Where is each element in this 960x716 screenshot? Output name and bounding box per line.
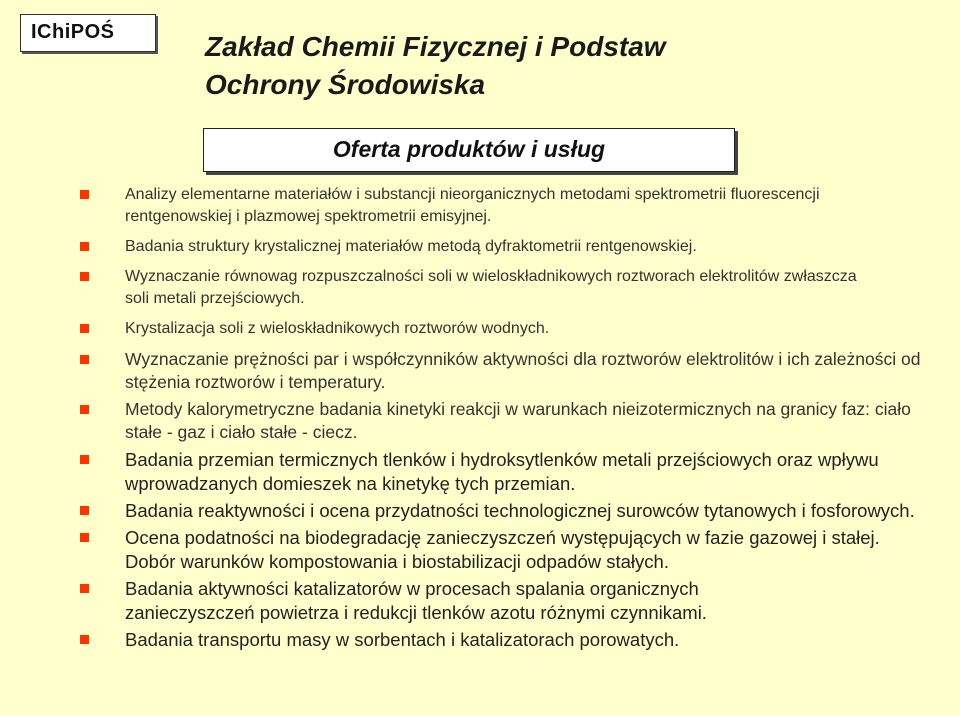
- list-item: [80, 348, 950, 394]
- list-item: [80, 184, 950, 228]
- square-bullet-icon: [80, 635, 89, 644]
- square-bullet-icon: [80, 405, 89, 414]
- square-bullet-icon: [80, 324, 89, 333]
- list-item: [80, 236, 950, 258]
- list-item-text: Ocena podatności na biodegradację zanieczyszczeń występujących w fazie gazowej i stałej. Dobór warunków kompostowania i biostabilizacji odpadów stałych.: [125, 527, 880, 572]
- logo-text: IChiPOŚ: [31, 21, 115, 43]
- list-item-text: Wyznaczanie równowag rozpuszczalności soli w wieloskładnikowych roztworach elektrolitów zwłaszcza soli metali przejściowych.: [125, 268, 857, 307]
- square-bullet-icon: [80, 455, 89, 464]
- list-item-text: Badania transportu masy w sorbentach i katalizatorach porowatych.: [125, 629, 680, 650]
- list-item-text: Metody kalorymetryczne badania kinetyki reakcji w warunkach nieizotermicznych na granicy faz: ciało stałe - gaz i ciało stałe - ciecz.: [125, 399, 911, 442]
- list-item: [80, 266, 950, 310]
- list-item-text: Badania struktury krystalicznej materiałów metodą dyfraktometrii rentgenowskiej.: [125, 238, 697, 255]
- list-item: [80, 448, 950, 496]
- list-item: [80, 577, 950, 625]
- square-bullet-icon: [80, 272, 89, 281]
- page-title: [205, 28, 905, 104]
- square-bullet-icon: [80, 190, 89, 199]
- list-item-text: Badania reaktywności i ocena przydatności technologicznej surowców tytanowych i fosforowych.: [125, 500, 915, 521]
- list-item: [80, 398, 950, 444]
- list-item-text: Analizy elementarne materiałów i substancji nieorganicznych metodami spektrometrii fluorescencji rentgenowskiej i plazmowej spektrometrii emisyjnej.: [125, 186, 820, 225]
- list-item-text: Badania przemian termicznych tlenków i hydroksytlenków metali przejściowych oraz wpływu wprowadzanych domieszek na kinetykę tych przemian.: [125, 449, 879, 494]
- list-item-text: Wyznaczanie prężności par i współczynników aktywności dla roztworów elektrolitów i ich zależności od stężenia roztworów i temperatury.: [125, 349, 921, 392]
- title-line-2: Ochrony Środowiska: [205, 69, 486, 100]
- list-item: [80, 499, 950, 523]
- title-line-1: Zakład Chemii Fizycznej i Podstaw: [205, 31, 666, 62]
- square-bullet-icon: [80, 355, 89, 364]
- list-item: [80, 318, 950, 340]
- square-bullet-icon: [80, 242, 89, 251]
- offer-heading: Oferta produktów i usług: [332, 136, 606, 162]
- list-item-text: Krystalizacja soli z wieloskładnikowych roztworów wodnych.: [125, 320, 550, 337]
- logo-box: [20, 14, 156, 52]
- offer-box: [203, 128, 735, 172]
- list-item: [80, 628, 950, 652]
- service-list: [80, 184, 950, 652]
- square-bullet-icon: [80, 533, 89, 542]
- list-item: [80, 526, 950, 574]
- square-bullet-icon: [80, 584, 89, 593]
- list-item-text: Badania aktywności katalizatorów w procesach spalania organicznych zanieczyszczeń powietrza i redukcji tlenków azotu różnymi czynnikami.: [125, 578, 707, 623]
- square-bullet-icon: [80, 506, 89, 515]
